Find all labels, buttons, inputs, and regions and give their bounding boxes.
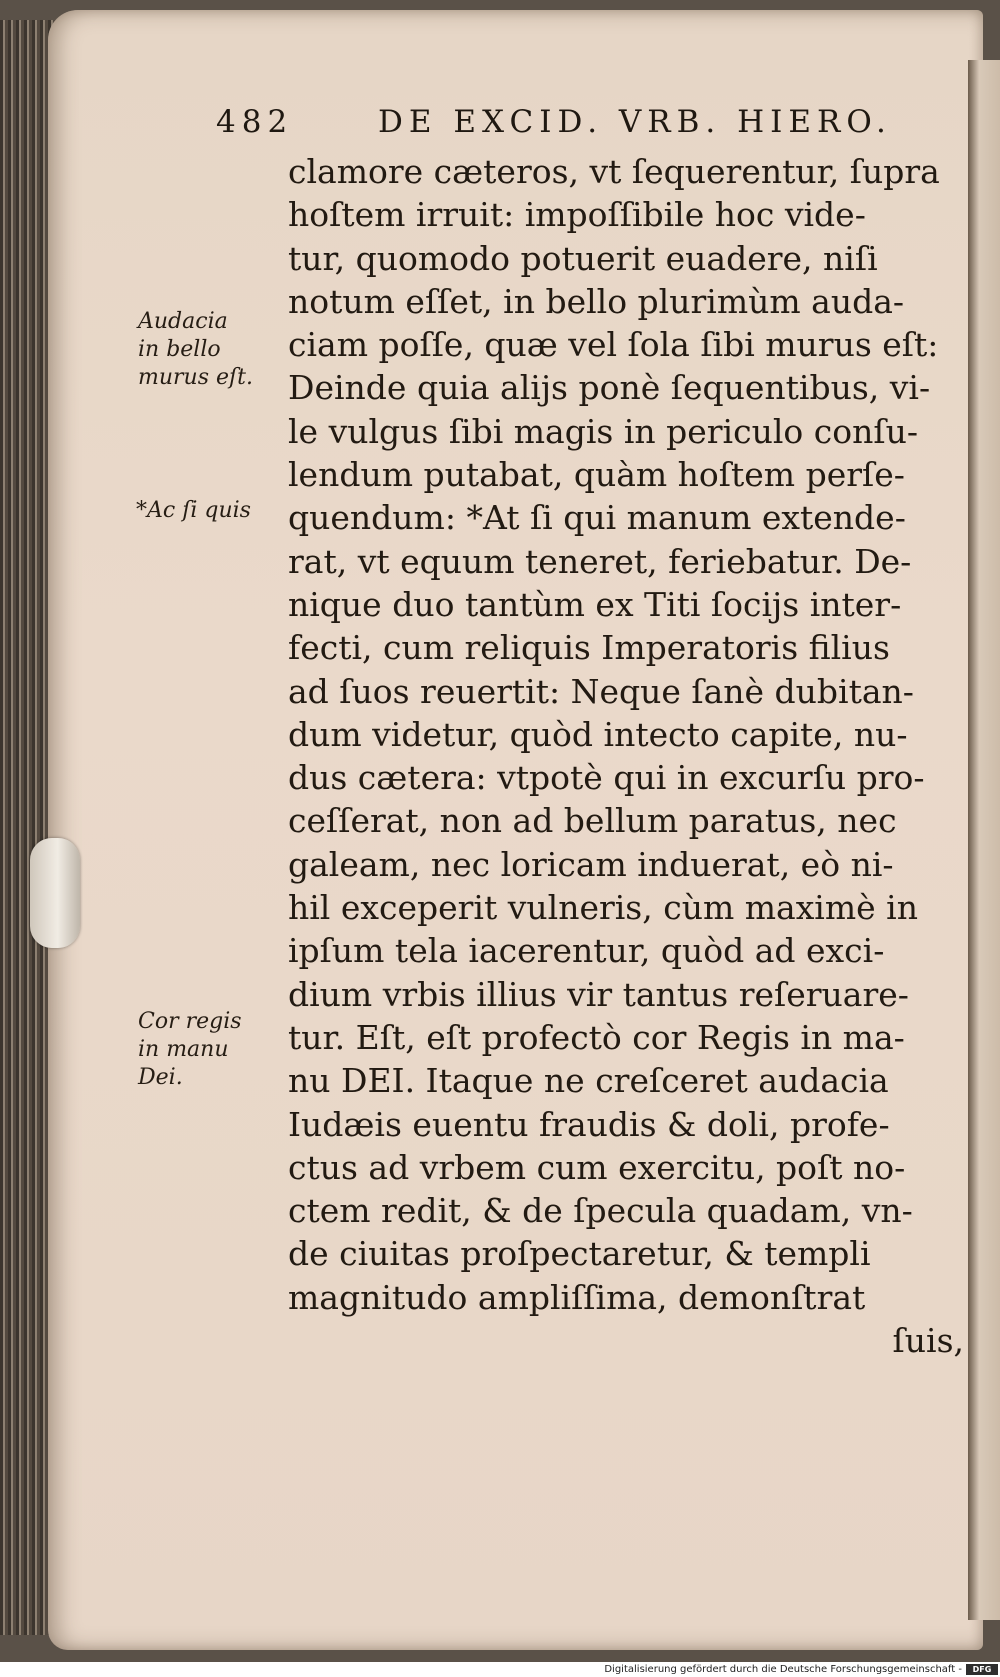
header-title: DE EXCID. VRB. HIERO. [378, 104, 892, 140]
body-text [288, 150, 964, 1362]
text-line: hil exceperit vulneris, cùm maximè in [288, 888, 918, 928]
text-line: galeam, nec loricam induerat, eò ni- [288, 844, 894, 884]
text-line: ceſſerat, non ad bellum paratus, nec [288, 801, 897, 841]
catchword: ſuis, [892, 1321, 964, 1361]
marginal-note-line: *Ac ſi quis [136, 498, 251, 523]
text-line: ctus ad vrbem cum exercitu, poſt no- [288, 1147, 906, 1187]
text-line: Deinde quia alijs ponè ſequentibus, vi- [288, 368, 931, 408]
text-line: ipſum tela iacerentur, quòd ad exci- [288, 931, 885, 971]
text-line: nu DEI. Itaque ne creſceret audacia [288, 1061, 889, 1101]
marginal-note-cor-regis [138, 1008, 288, 1092]
text-line: ad ſuos reuertit: Neque ſanè dubitan- [288, 671, 914, 711]
marginal-note-line: Dei. [138, 1065, 183, 1090]
facing-page-edge [968, 60, 1000, 1620]
marginal-note-line: in bello [138, 337, 221, 362]
text-line: lendum putabat, quàm hoſtem perſe- [288, 455, 905, 495]
text-line: dium vrbis illius vir tantus reſeruare- [288, 974, 909, 1014]
text-line: de ciuitas proſpectaretur, & templi [288, 1234, 871, 1274]
text-line: notum eſſet, in bello plurimùm auda- [288, 281, 905, 321]
text-line: fecti, cum reliquis Imperatoris filius [288, 628, 890, 668]
text-line: rat, vt equum teneret, feriebatur. De- [288, 541, 912, 581]
text-line: magnitudo ampliſſima, demonſtrat [288, 1277, 866, 1317]
marginal-note-audacia [138, 308, 288, 392]
text-line: ctem redit, & de ſpecula quadam, vn- [288, 1191, 913, 1231]
book-clasp [30, 838, 80, 948]
marginal-note-ac-si-quis [136, 497, 286, 525]
page-number: 482 [216, 104, 294, 140]
text-line: tur. Eſt, eſt profectò cor Regis in ma- [288, 1017, 905, 1057]
text-line: hoſtem irruit: impoſſibile hoc vide- [288, 195, 866, 235]
digitization-footer [0, 1662, 1000, 1677]
marginal-note-line: in manu [138, 1037, 229, 1062]
text-line: clamore cæteros, vt ſequerentur, ſupra [288, 152, 940, 191]
text-line: Iudæis euentu fraudis & doli, profe- [288, 1104, 890, 1144]
marginal-note-line: murus eſt. [138, 365, 253, 390]
dfg-logo: DFG [966, 1664, 998, 1675]
text-line: tur, quomodo potuerit euadere, niſi [288, 238, 878, 278]
text-line: le vulgus ſibi magis in periculo conſu- [288, 411, 918, 451]
text-line: dum videtur, quòd intecto capite, nu- [288, 714, 908, 754]
running-head [200, 104, 910, 154]
marginal-note-line: Cor regis [138, 1009, 242, 1034]
text-line: dus cætera: vtpotè qui in excurſu pro- [288, 758, 925, 798]
marginal-note-line: Audacia [138, 309, 228, 334]
text-line: nique duo tantùm ex Titi ſocijs inter- [288, 584, 902, 624]
text-line: ciam poſſe, quæ vel ſola ſibi murus eſt: [288, 325, 939, 365]
text-line: quendum: *At ſi qui manum extende- [288, 498, 906, 538]
funding-notice: Digitalisierung gefördert durch die Deutsche Forschungsgemeinschaft - [604, 1664, 962, 1675]
